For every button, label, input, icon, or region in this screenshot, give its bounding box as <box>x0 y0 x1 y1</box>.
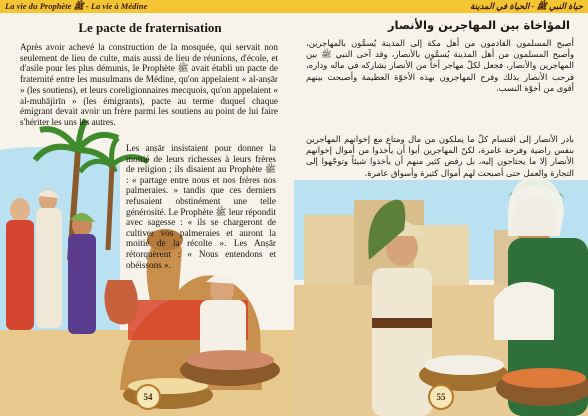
body-paragraph-2: Les anṣār insistaient pour donner la moitié de leurs richesses à leurs frères de religion ; ils disaient au Prophète ﷺ : « partage entre nous et nos frères nos palmeraies. » tandis que ces derniers refusaient obstinément une telle générosité. Le Prophète ﷺ leur répondit avec sagesse : « ils se chargeront de cultiver vos palmeraies et auront la moitié de la récolte ». Les Anṣār rétorquèrent : « Nous entendons et obéissons ». <box>126 143 277 270</box>
running-header: حياة النبي ﷺ - الحياة في المدينة <box>470 1 583 11</box>
chapter-title: المؤاخاة بين المهاجرين والأنصار <box>387 18 570 32</box>
body-paragraph-1: أصبح المسلمون القادمون من أهل مكة إلى المدينة يُسمَّون بالمهاجرين، وأصبح المسلمون من أهل المدينة يُسمَّون بالأنصار، وقد آخى النبي ﷺ بين المهاجرين والأنصار، فجعل لكلّ مهاجر أخاً من الأنصار يشاركه في ماله وداره، فرحب الأنصار بذلك وفرح المهاجرون بهذه الأخوّة العظيمة وأصبحت بينهم أقوى من أخوّة النسب. <box>306 38 574 93</box>
page-number: 54 <box>135 384 161 410</box>
body-paragraph-2: بادر الأنصار إلى اقتسام كلّ ما يملكون من مال ومتاع مع إخوانهم المهاجرين بنفس راضية وفرحة غامرة، لكنّ المهاجرين أبوا أن يأخذوا من أموال إخوانهم الأنصار إلا ما يحتاجون إليه، بل رفض كثير منهم أن يأخذوا شيئاً وتوجّهوا إلى التجارة والعمل حتى أصبحت لهم أموال كثيرة وأسواق عامرة. <box>306 134 574 178</box>
right-page <box>294 0 588 416</box>
chapter-title: Le pacte de fraternisation <box>78 20 222 35</box>
body-paragraph-1: Après avoir achevé la construction de la mosquée, qui servait non seulement de lieu de culte, mais aussi de lieu de réunions, d'école, et d'asile pour les plus démunis, le Prophète ﷺ avait établi un pacte de fraternité entre les musulmans de Médine, qu'on appelaient « al-anṣār » (les soutiens), et leurs coreligionnaires mecquois, qu'on appelaient « al-muhājirīn » (les émigrants), pacte au terme duquel chaque émigrant devait avoir un frère parmi les soutiens au point de lui faire s'hériter les uns les autres. <box>20 42 278 127</box>
page-number: 55 <box>428 384 454 410</box>
running-header: La vie du Prophète ﷺ - La vie à Médine <box>5 1 148 11</box>
